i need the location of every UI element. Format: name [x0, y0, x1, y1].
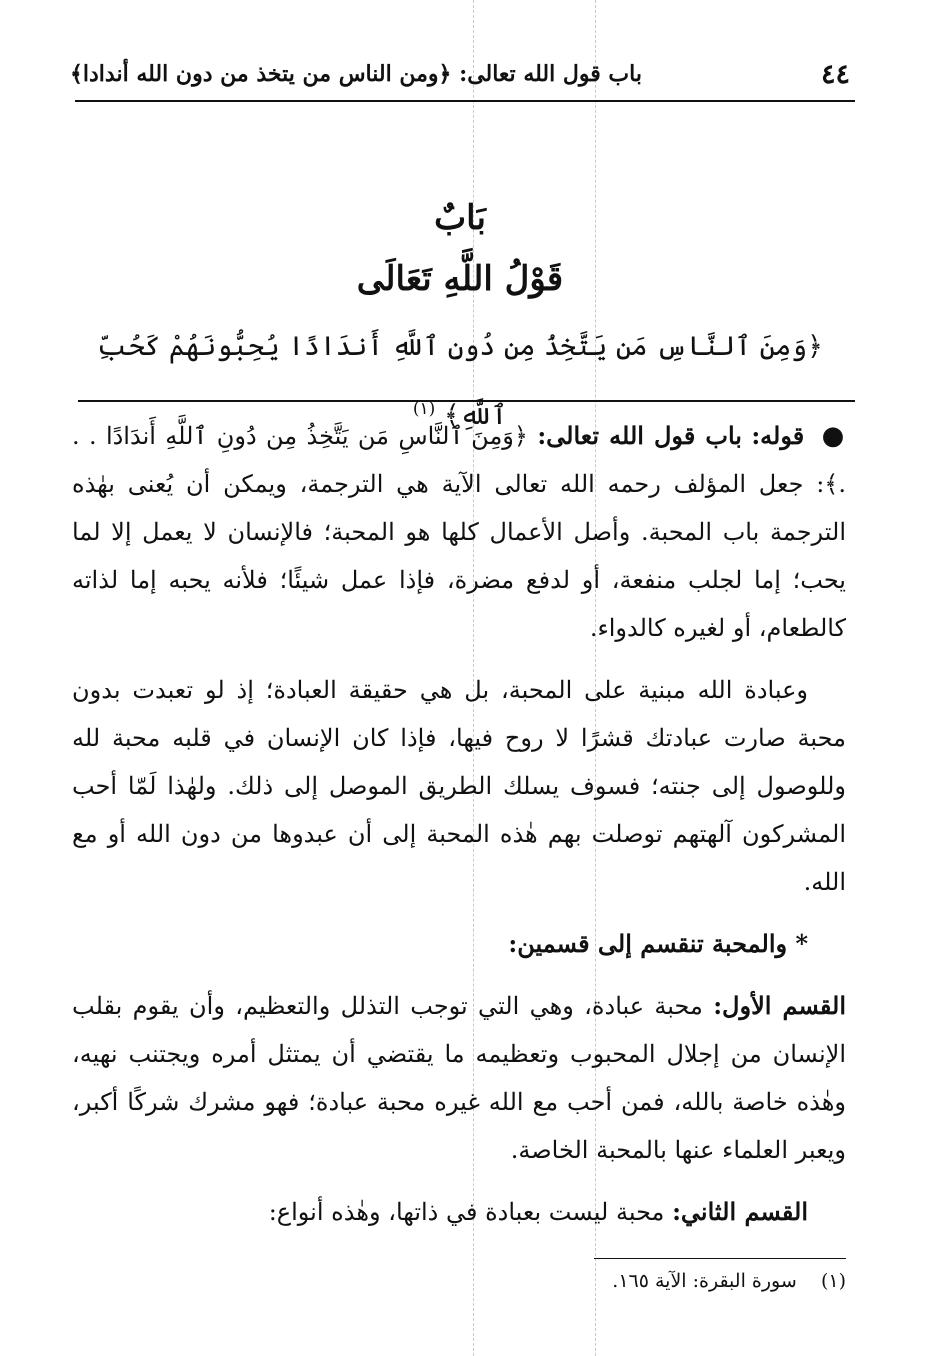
qism-2-text: محبة ليست بعبادة في ذاتها، وهٰذه أنواع:	[268, 1198, 665, 1226]
page-header	[70, 54, 850, 94]
qism-1-label: القسم الأول:	[713, 991, 846, 1020]
verse-footnote-ref: (١)	[412, 399, 436, 419]
paragraph-qism-1	[72, 982, 846, 1174]
paragraph-1-text: : جعل المؤلف رحمه الله تعالى الآية هي الترجمة، ويمكن أن يُعنى بهٰذه الترجمة باب المحبة. وأصل الأعمال كلها هو المحبة؛ فالإنسان لا يعمل إلا لما يحب؛ إما لجلب منفعة، أو لدفع مضرة، فإذا عمل شيئًا؛ فلأنه يحبه إما لذاته كالطعام، أو لغيره كالدواء.	[72, 470, 846, 642]
quoted-verse: ﴿وَمِنَ ٱلنَّاسِ مَن يَتَّخِذُ مِن دُونِ ٱللَّهِ أَندَادًا . . .﴾	[72, 422, 846, 498]
section-rule	[78, 400, 855, 402]
paragraph-qism-2	[72, 1188, 846, 1236]
qism-2-label: القسم الثاني:	[672, 1197, 808, 1226]
bullet-icon: ●	[821, 421, 846, 451]
header-rule	[75, 100, 855, 102]
commentary-body	[72, 412, 846, 1250]
title-bab: بَابٌ	[434, 198, 486, 238]
footnote-number: (١)	[820, 1270, 846, 1292]
chapter-heading-ref: باب قول الله تعالى:	[537, 421, 742, 450]
section-heading: * والمحبة تنقسم إلى قسمين:	[508, 929, 808, 958]
qawluhu-label: قوله:	[751, 421, 805, 450]
title-qawl: قَوْلُ اللَّهِ تَعَالَى	[356, 259, 564, 299]
chapter-title	[70, 190, 850, 447]
verse-text: ﴿وَمِنَ ٱلنَّاسِ مَن يَتَّخِذُ مِن دُونِ ٱللَّهِ أَندَادًا يُحِبُّونَهُمْ كَحُبِّ ٱللَّهِ﴾	[97, 331, 823, 431]
footnote	[612, 1266, 846, 1296]
paragraph-2: وعبادة الله مبنية على المحبة، بل هي حقيقة العبادة؛ إذ لو تعبدت بدون محبة صارت عبادتك قشرًا لا روح فيها، فإذا كان الإنسان في قلبه محبة لله وللوصول إلى جنته؛ فسوف يسلك الطريق الموصل إلى ذلك. ولهٰذا لَمّا أحب المشركون آلهتهم توصلت بهم هٰذه المحبة إلى أن عبدوها من دون الله أو مع الله.	[72, 676, 847, 896]
footnote-rule	[594, 1258, 846, 1259]
footnote-text: سورة البقرة: الآية ١٦٥.	[612, 1270, 797, 1292]
running-title: باب قول الله تعالى: ﴿ومن الناس من يتخذ من دون الله أندادا﴾	[70, 61, 642, 87]
qism-1-text: محبة عبادة، وهي التي توجب التذلل والتعظيم، وأن يقوم بقلب الإنسان من إجلال المحبوب وتعظيمه ما يقتضي أن يمتثل أمره ويجتنب نهيه، وهٰذه خاصة بالله، فمن أحب مع الله غيره محبة عبادة؛ فهو مشرك شركًا أكبر، ويعبر العلماء عنها بالمحبة الخاصة.	[72, 992, 846, 1164]
page-number: ٤٤	[820, 58, 850, 90]
paragraph-1	[72, 412, 846, 652]
